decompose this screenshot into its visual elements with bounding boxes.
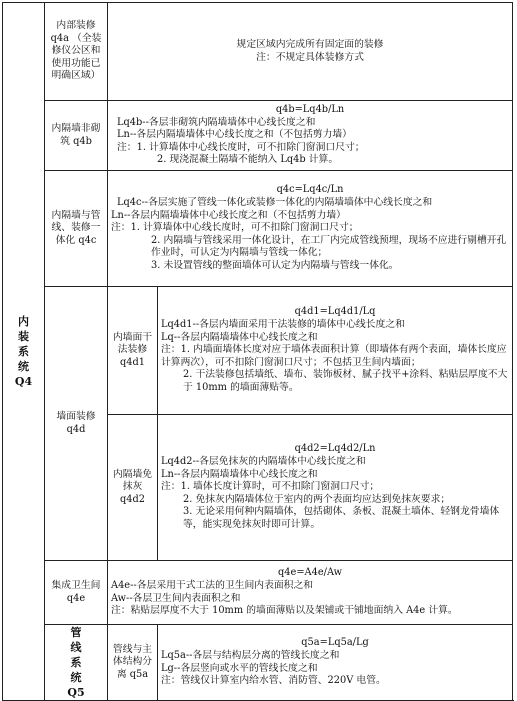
row-q4c	[3, 171, 513, 287]
item-label-q4a: 内部装修 q4a （全装修仪公区和使用功能已明确区域）	[45, 3, 108, 101]
row-q5a	[3, 625, 513, 701]
item-content-q4b: q4b=Lq4b/Ln Lq4b--各层非砌筑内隔墙墙体中心线长度之和 Ln--各层内隔墙墙体中心线长度之和（不包括剪力墙） 注：1. 计算墙体中心线长度时，可不扣除门窗洞口尺寸； 2. 现浇混凝土隔墙不能纳入 Lq4b 计算。	[108, 101, 513, 171]
item-label-q4d1: 内墙面干法装修 q4d1	[108, 287, 158, 415]
item-content-q4c: q4c=Lq4c/Ln Lq4c--各层实施了管线一体化或装修一体化的内隔墙墙体中心线长度之和 Ln--各层内隔墙墙体中心线长度之和（不包括剪力墙） 注：1. 计算墙体中心线长度时，可不扣除门窗洞口尺寸； 2. 内隔墙与管线采用一体化设计，在工厂内完成管线预埋，现场不应进行剔槽开孔作业时，可认定为内隔墙与管线一体化； 3. 未设置管线的整面墙体可认定为内隔墙与管线一体化。	[108, 171, 513, 287]
item-content-q4e: q4e=A4e/Aw A4e--各层采用干式工法的卫生间内表面积之和 Aw--各层卫生间内表面积之和 注：粘贴层厚度不大于 10mm 的墙面薄贴以及架铺或干铺地面纳入 A4e 计算。	[108, 561, 513, 625]
row-q4b	[3, 101, 513, 171]
row-q4e	[3, 561, 513, 625]
item-label-q4b: 内隔墙非砌筑 q4b	[45, 101, 108, 171]
item-label-q5a: 管线与主体结构分离 q5a	[108, 625, 158, 701]
item-label-q4e: 集成卫生间 q4e	[45, 561, 108, 625]
group-q4-label: 内 装 系 统 Q4	[3, 3, 45, 701]
row-q4d1	[3, 287, 513, 415]
item-content-q4a: 规定区域内完成所有固定面的装修 注：不规定具体装修方式	[108, 3, 513, 101]
item-label-q4c: 内隔墙与管线、装修一体化 q4c	[45, 171, 108, 287]
item-content-q5a: q5a=Lq5a/Lg Lq5a--各层与结构层分离的管线长度之和 Lg--各层竖向或水平的管线长度之和 注：管线仅计算室内给水管、消防管、220V 电管。	[158, 625, 513, 701]
item-content-q4d2: q4d2=Lq4d2/Ln Lq4d2--各层免抹灰的内隔墙体中心线长度之和 Ln--各层内隔墙墙体中心线长度之和 注：1. 墙体长度计算时，可不扣除门窗洞口尺寸； 2. 免抹灰内隔墙体位于室内的两个表面均应达到免抹灰要求； 3. 无论采用何种内隔墙体，包括砌体、条板、混凝土墙体、轻钢龙骨墙体等，能实现免抹灰时即可计算。	[158, 415, 513, 561]
item-label-q4d: 墙面装修 q4d	[45, 287, 108, 561]
row-q4a	[3, 3, 513, 101]
item-label-q4d2: 内隔墙免抹灰 q4d2	[108, 415, 158, 561]
indicator-table	[2, 2, 513, 701]
item-content-q4d1: q4d1=Lq4d1/Lq Lq4d1--各层内墙面采用干法装修的墙体中心线长度之和 Lq--各层内隔墙墙体中心线长度之和 注：1. 内墙面墙体长度对应于墙体表面积计算（即墙体有两个表面，墙体长度应计算两次），可不扣除门窗洞口尺寸；不包括卫生间内墙面； 2. 干法装修包括墙纸、墙布、装饰板材、腻子找平+涂料、粘贴层厚度不大于 10mm 的墙面薄贴等。	[158, 287, 513, 415]
group-q5-label: 管 线 系 统 Q5	[45, 625, 108, 701]
